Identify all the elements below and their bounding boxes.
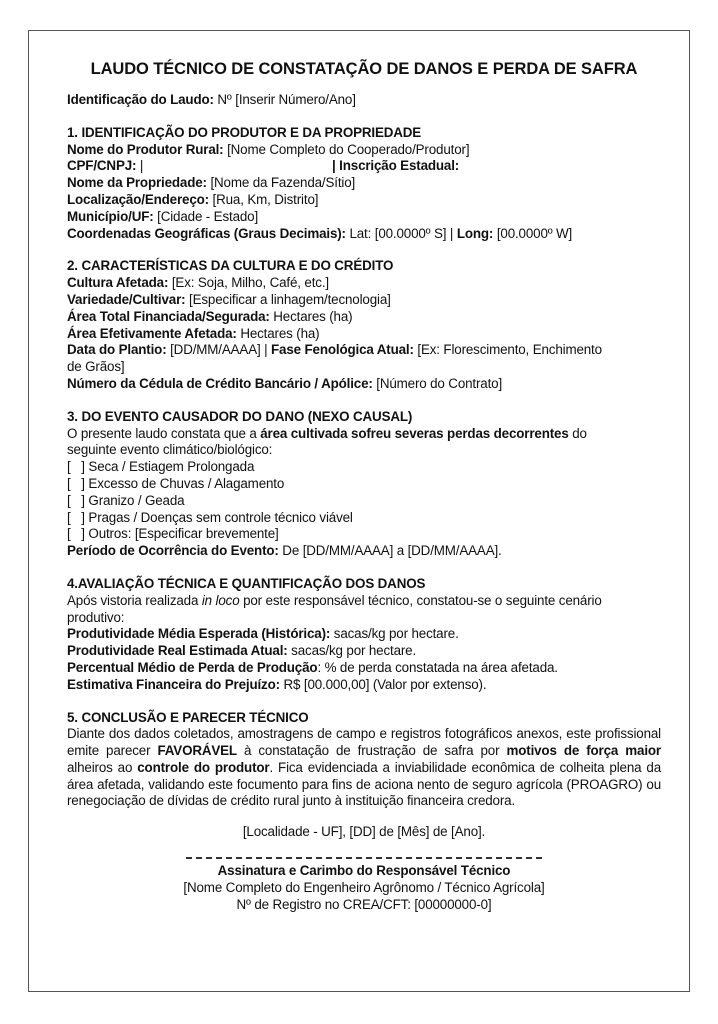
area-total-value: Hectares (ha) <box>269 308 353 324</box>
evento-intro-c: do <box>568 425 587 441</box>
municipio-line <box>67 209 661 226</box>
conclusao-favoravel: FAVORÁVEL <box>157 743 237 759</box>
cultura-label: Cultura Afetada: <box>67 275 169 291</box>
produtividade-esperada-line <box>67 626 661 643</box>
produtor-line <box>67 142 661 159</box>
propriedade-label: Nome da Propriedade: <box>67 175 207 191</box>
laudo-id-label: Identificação do Laudo: <box>67 92 214 107</box>
signature-title-text: Assinatura e Carimbo do Responsável Técnico <box>217 863 511 879</box>
prejuizo-value: R$ [00.000,00] (Valor por extenso). <box>279 676 487 692</box>
section-4-title: 4.AVALIAÇÃO TÉCNICA E QUANTIFICAÇÃO DOS DANOS <box>67 575 426 591</box>
coordenadas-lat: Lat: [00.0000º S] | <box>345 225 457 241</box>
produtor-value: [Nome Completo do Cooperado/Produtor] <box>223 141 470 157</box>
signature-title <box>67 863 661 880</box>
perda-label: Percentual Médio de Perda de Produção <box>67 659 318 675</box>
plantio-value: [DD/MM/AAAA] | <box>166 342 272 358</box>
perda-value: : % de perda constatada na área afetada. <box>317 659 558 675</box>
conclusao-p3: alheiros ao <box>67 759 138 775</box>
area-afetada-label: Área Efetivamente Afetada: <box>67 325 237 341</box>
section-1-title: 1. IDENTIFICAÇÃO DO PRODUTOR E DA PROPRIEDADE <box>67 124 422 140</box>
section-5-title: 5. CONCLUSÃO E PARECER TÉCNICO <box>67 709 309 725</box>
coordenadas-long-label: Long: <box>456 225 494 241</box>
prejuizo-label: Estimativa Financeira do Prejuízo: <box>67 676 280 692</box>
laudo-id-value: Nº [Inserir Número/Ano] <box>213 92 356 107</box>
coordenadas-line <box>67 226 661 243</box>
conclusao-p1: Diante dos dados coletados, amostragens de campo e registros fotográficos anexos, este profissional emite parecer <box>67 726 661 759</box>
evento-intro-bold: área cultivada sofreu severas perdas decorrentes <box>260 425 569 441</box>
checkbox-option-pragas[interactable]: [ ] Pragas / Doenças sem controle técnico viável <box>67 509 353 525</box>
fase-label: Fase Fenológica Atual: <box>271 342 414 358</box>
document-title: LAUDO TÉCNICO DE CONSTATAÇÃO DE DANOS E PERDA DE SAFRA <box>90 60 638 78</box>
plantio-label: Data do Plantio: <box>67 342 167 358</box>
fase-continuation: de Grãos] <box>67 359 125 375</box>
endereco-value: [Rua, Km, Distrito] <box>208 191 319 207</box>
produtividade-real-line <box>67 643 661 660</box>
area-afetada-line <box>67 326 661 343</box>
laudo-id-line <box>67 92 661 109</box>
checkbox-option-granizo[interactable]: [ ] Granizo / Geada <box>67 492 185 508</box>
conclusao-motivos: motivos de força maior <box>506 743 661 759</box>
perda-line <box>67 660 661 677</box>
conclusao-p4: . Fica evidenciada a inviabilidade econômica de colheita plena da área afetada, validando este focumento para fins de aciona nento de seguro agrícola (PROAGRO) ou renegociação de dívidas de crédito rural junto à instituição financeira credora. <box>67 759 661 809</box>
endereco-label: Localização/Endereço: <box>67 191 209 207</box>
cultura-line <box>67 275 661 292</box>
conclusao-paragraph <box>67 726 661 810</box>
variedade-label: Variedade/Cultivar: <box>67 291 186 307</box>
area-afetada-value: Hectares (ha) <box>236 325 320 341</box>
periodo-label: Período de Ocorrência do Evento: <box>67 543 279 559</box>
cpf-label: CPF/CNPJ: <box>67 158 137 174</box>
produtividade-esperada-label: Produtividade Média Esperada (Histórica): <box>67 626 331 642</box>
area-total-label: Área Total Financiada/Segurada: <box>67 308 270 324</box>
signature-name: [Nome Completo do Engenheiro Agrônomo / Técnico Agrícola] <box>183 879 545 895</box>
periodo-line <box>67 543 661 560</box>
propriedade-line <box>67 175 661 192</box>
vistoria-intro-a: Após vistoria realizada <box>67 592 202 608</box>
document-content <box>67 59 661 913</box>
vistoria-intro-italic: in loco <box>201 592 240 608</box>
evento-intro-line2: seguinte evento climático/biológico: <box>67 442 273 458</box>
evento-intro-a: O presente laudo constata que a <box>67 425 261 441</box>
cedula-label: Número da Cédula de Crédito Bancário / Apólice: <box>67 375 373 391</box>
evento-intro <box>67 426 661 443</box>
vistoria-intro-b: por este responsável técnico, constatou-se o seguinte cenário <box>239 592 602 608</box>
checkbox-option-seca[interactable]: [ ] Seca / Estiagem Prolongada <box>67 459 255 475</box>
cedula-line <box>67 376 661 393</box>
cultura-value: [Ex: Soja, Milho, Café, etc.] <box>168 275 329 291</box>
vistoria-intro <box>67 593 661 610</box>
signature-registro: Nº de Registro no CREA/CFT: [00000000-0] <box>236 896 492 912</box>
conclusao-p2: à constatação de frustração de safra por <box>236 743 507 759</box>
vistoria-intro-line2: produtivo: <box>67 609 125 625</box>
produtividade-real-value: sacas/kg por hectare. <box>287 643 417 659</box>
signature-block <box>67 857 661 913</box>
document-page <box>28 30 690 992</box>
date-line: [Localidade - UF], [DD] de [Mês] de [Ano]. <box>242 824 486 840</box>
conclusao-controle: controle do produtor <box>137 759 270 775</box>
produtividade-esperada-value: sacas/kg por hectare. <box>330 626 459 642</box>
cpf-line <box>67 158 661 175</box>
municipio-label: Município/UF: <box>67 208 154 224</box>
signature-line <box>186 857 542 859</box>
municipio-value: [Cidade - Estado] <box>153 208 259 224</box>
plantio-line <box>67 342 661 359</box>
periodo-value: De [DD/MM/AAAA] a [DD/MM/AAAA]. <box>278 543 502 559</box>
cedula-value: [Número do Contrato] <box>372 375 503 391</box>
checkbox-option-chuvas[interactable]: [ ] Excesso de Chuvas / Alagamento <box>67 475 285 491</box>
produtividade-real-label: Produtividade Real Estimada Atual: <box>67 643 288 659</box>
area-total-line <box>67 309 661 326</box>
variedade-value: [Especificar a linhagem/tecnologia] <box>185 291 391 307</box>
inscricao-label: | Inscrição Estadual: <box>332 158 460 174</box>
prejuizo-line <box>67 677 661 694</box>
propriedade-value: [Nome da Fazenda/Sítio] <box>206 175 356 191</box>
cpf-value: | <box>136 158 144 174</box>
coordenadas-long-value: [00.0000º W] <box>493 225 573 241</box>
section-2-title: 2. CARACTERÍSTICAS DA CULTURA E DO CRÉDITO <box>67 258 394 274</box>
coordenadas-label: Coordenadas Geográficas (Graus Decimais): <box>67 225 346 241</box>
produtor-label: Nome do Produtor Rural: <box>67 141 224 157</box>
section-3-title: 3. DO EVENTO CAUSADOR DO DANO (NEXO CAUSAL) <box>67 408 413 424</box>
fase-value: [Ex: Florescimento, Enchimento <box>413 342 602 358</box>
endereco-line <box>67 192 661 209</box>
variedade-line <box>67 292 661 309</box>
checkbox-option-outros[interactable]: [ ] Outros: [Especificar brevemente] <box>67 526 279 542</box>
